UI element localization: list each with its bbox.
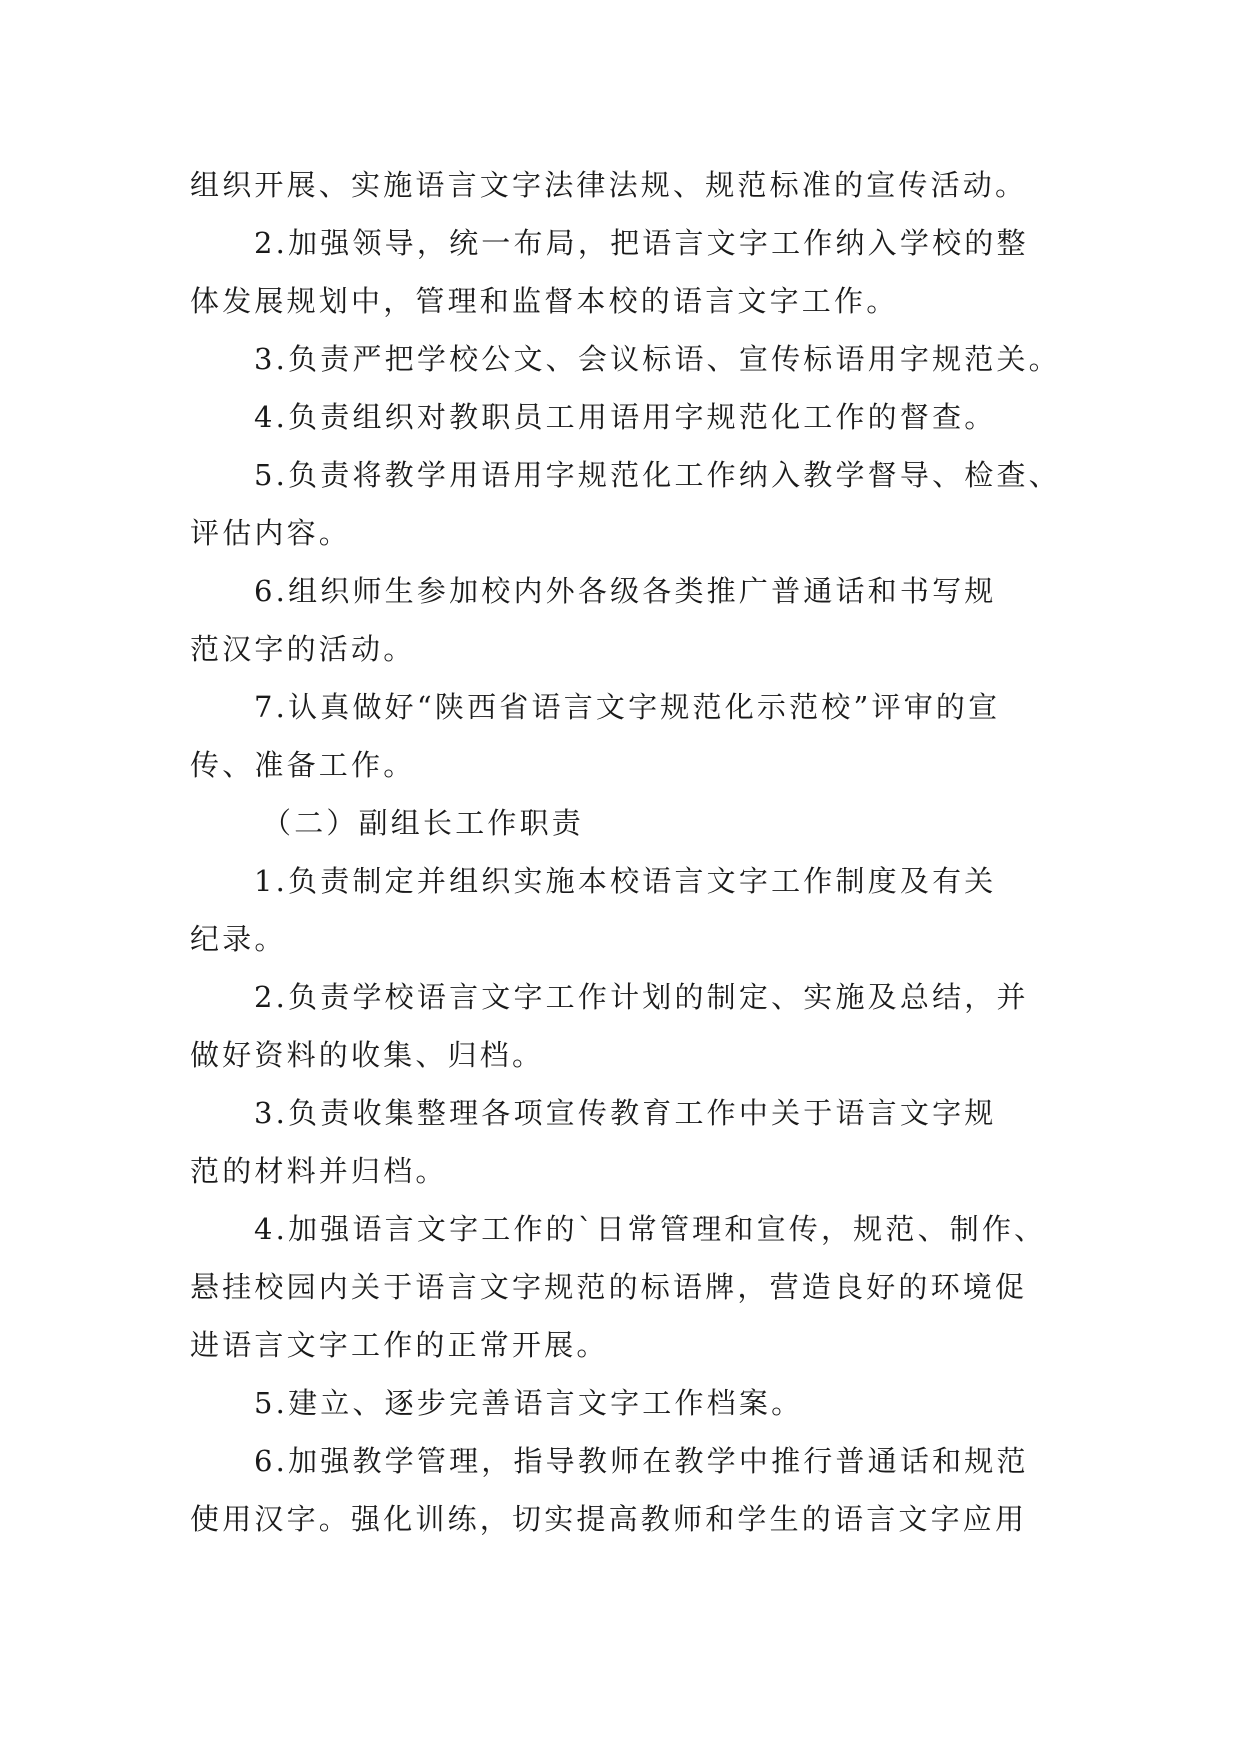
text-line: 6.组织师生参加校内外各级各类推广普通话和书写规 xyxy=(254,574,997,608)
text-line: 使用汉字。强化训练，切实提高教师和学生的语言文字应用 xyxy=(190,1502,1028,1536)
text-line: 3.负责收集整理各项宣传教育工作中关于语言文字规 xyxy=(254,1096,997,1130)
text-line: 范的材料并归档。 xyxy=(190,1154,448,1188)
text-line: 4.负责组织对教职员工用语用字规范化工作的督查。 xyxy=(254,400,997,434)
text-line: 1.负责制定并组织实施本校语言文字工作制度及有关 xyxy=(254,864,997,898)
text-line: 7.认真做好“陕西省语言文字规范化示范校”评审的宣 xyxy=(254,690,1001,724)
text-line: 体发展规划中，管理和监督本校的语言文字工作。 xyxy=(190,284,899,318)
text-line: 组织开展、实施语言文字法律法规、规范标准的宣传活动。 xyxy=(190,168,1028,202)
text-line: 5.负责将教学用语用字规范化工作纳入教学督导、检查、 xyxy=(254,458,1061,492)
text-line: 4.加强语言文字工作的`日常管理和宣传，规范、制作、 xyxy=(254,1212,1047,1246)
text-line: 悬挂校园内关于语言文字规范的标语牌，营造良好的环境促 xyxy=(190,1270,1028,1304)
text-line: 5.建立、逐步完善语言文字工作档案。 xyxy=(254,1386,804,1420)
text-line: 进语言文字工作的正常开展。 xyxy=(190,1328,609,1362)
text-line: 传、准备工作。 xyxy=(190,748,416,782)
text-line: 2.负责学校语言文字工作计划的制定、实施及总结，并 xyxy=(254,980,1029,1014)
section-heading: （二）副组长工作职责 xyxy=(262,806,585,840)
text-line: 纪录。 xyxy=(190,922,287,956)
text-line: 3.负责严把学校公文、会议标语、宣传标语用字规范关。 xyxy=(254,342,1061,376)
text-line: 6.加强教学管理，指导教师在教学中推行普通话和规范 xyxy=(254,1444,1029,1478)
text-line: 2.加强领导，统一布局，把语言文字工作纳入学校的整 xyxy=(254,226,1029,260)
text-line: 范汉字的活动。 xyxy=(190,632,416,666)
document-body xyxy=(190,156,1061,1548)
text-line: 做好资料的收集、归档。 xyxy=(190,1038,545,1072)
text-line: 评估内容。 xyxy=(190,516,352,550)
